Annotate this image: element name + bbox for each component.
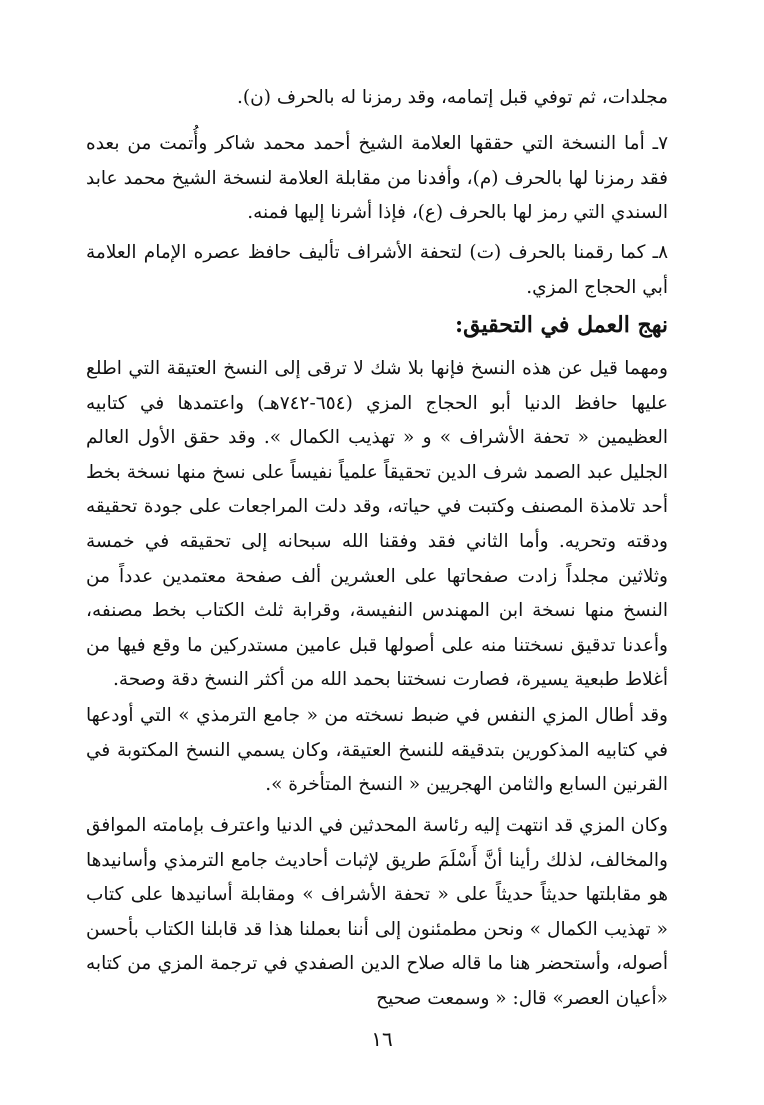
paragraph-mizzi-tirmidhi: وقد أطال المزي النفس في ضبط نسخته من « جامع الترمذي » التي أودعها في كتابيه المذكورين بتدقيقه للنسخ العتيقة، وكان يسمي النسخ المكتوبة في القرنين السابع والثامن الهجريين « النسخ المتأخرة ». xyxy=(86,705,668,796)
list-item-7 xyxy=(86,127,668,231)
section-heading: نهج العمل في التحقيق: xyxy=(455,312,668,338)
page-number: ١٦ xyxy=(371,1027,393,1051)
list-item-8 xyxy=(86,236,668,305)
paragraph-methodology: ومهما قيل عن هذه النسخ فإنها بلا شك لا ترقى إلى النسخ العتيقة التي اطلع عليها حافظ الدنيا أبو الحجاج المزي (٦٥٤-٧٤٢هـ) واعتمدها في كتابيه العظيمين « تحفة الأشراف » و « تهذيب الكمال ». وقد حقق الأول العالم الجليل عبد الصمد شرف الدين تحقيقاً علمياً نفيساً على نسخ منها نسخة بخط أحد تلامذة المصنف وكتبت في حياته، وقد دلت المراجعات على جودة تحقيقه ودقته وتحريه. وأما الثاني فقد وفقنا الله سبحانه إلى تحقيقه في خمسة وثلاثين مجلداً زادت صفحاتها على العشرين ألف صفحة معتمدين عدداً من النسخ منها نسخة ابن المهندس النفيسة، وقرابة ثلث الكتاب بخط مصنفه، وأعدنا تدقيق نسختنا منه على أصولها قبل عامين مستدركين ما وقع فيها من أغلاط طبعية يسيرة، فصارت نسختنا بحمد الله من أكثر النسخ دقة وصحة. xyxy=(86,358,668,691)
list-number: ٨ـ xyxy=(652,242,668,263)
list-number: ٧ـ xyxy=(652,133,668,154)
paragraph-continuation: مجلدات، ثم توفي قبل إتمامه، وقد رمزنا له بالحرف (ن). xyxy=(237,87,668,108)
list-item-text: أما النسخة التي حققها العلامة الشيخ أحمد محمد شاكر وأُتمت من بعده فقد رمزنا لها بالحرف (م)، وأفدنا من مقابلة العلامة لنسخة الشيخ محمد عابد السندي التي رمز لها بالحرف (ع)، فإذا أشرنا إليها فمنه. xyxy=(86,133,668,224)
list-item-text: كما رقمنا بالحرف (ت) لتحفة الأشراف تأليف حافظ عصره الإمام العلامة أبي الحجاج المزي. xyxy=(86,242,668,298)
paragraph-mizzi-authority: وكان المزي قد انتهت إليه رئاسة المحدثين في الدنيا واعترف بإمامته الموافق والمخالف، لذلك رأينا أنَّ أَسْلَمَ طريق لإثبات أحاديث جامع الترمذي وأسانيدها هو مقابلتها حديثاً حديثاً على « تحفة الأشراف » ومقابلة أسانيدها على كتاب « تهذيب الكمال » ونحن مطمئنون إلى أننا بعملنا هذا قد قابلنا الكتاب بأحسن أصوله، وأستحضر هنا ما قاله صلاح الدين الصفدي في ترجمة المزي من كتابه «أعيان العصر» قال: « وسمعت صحيح xyxy=(86,815,668,1009)
